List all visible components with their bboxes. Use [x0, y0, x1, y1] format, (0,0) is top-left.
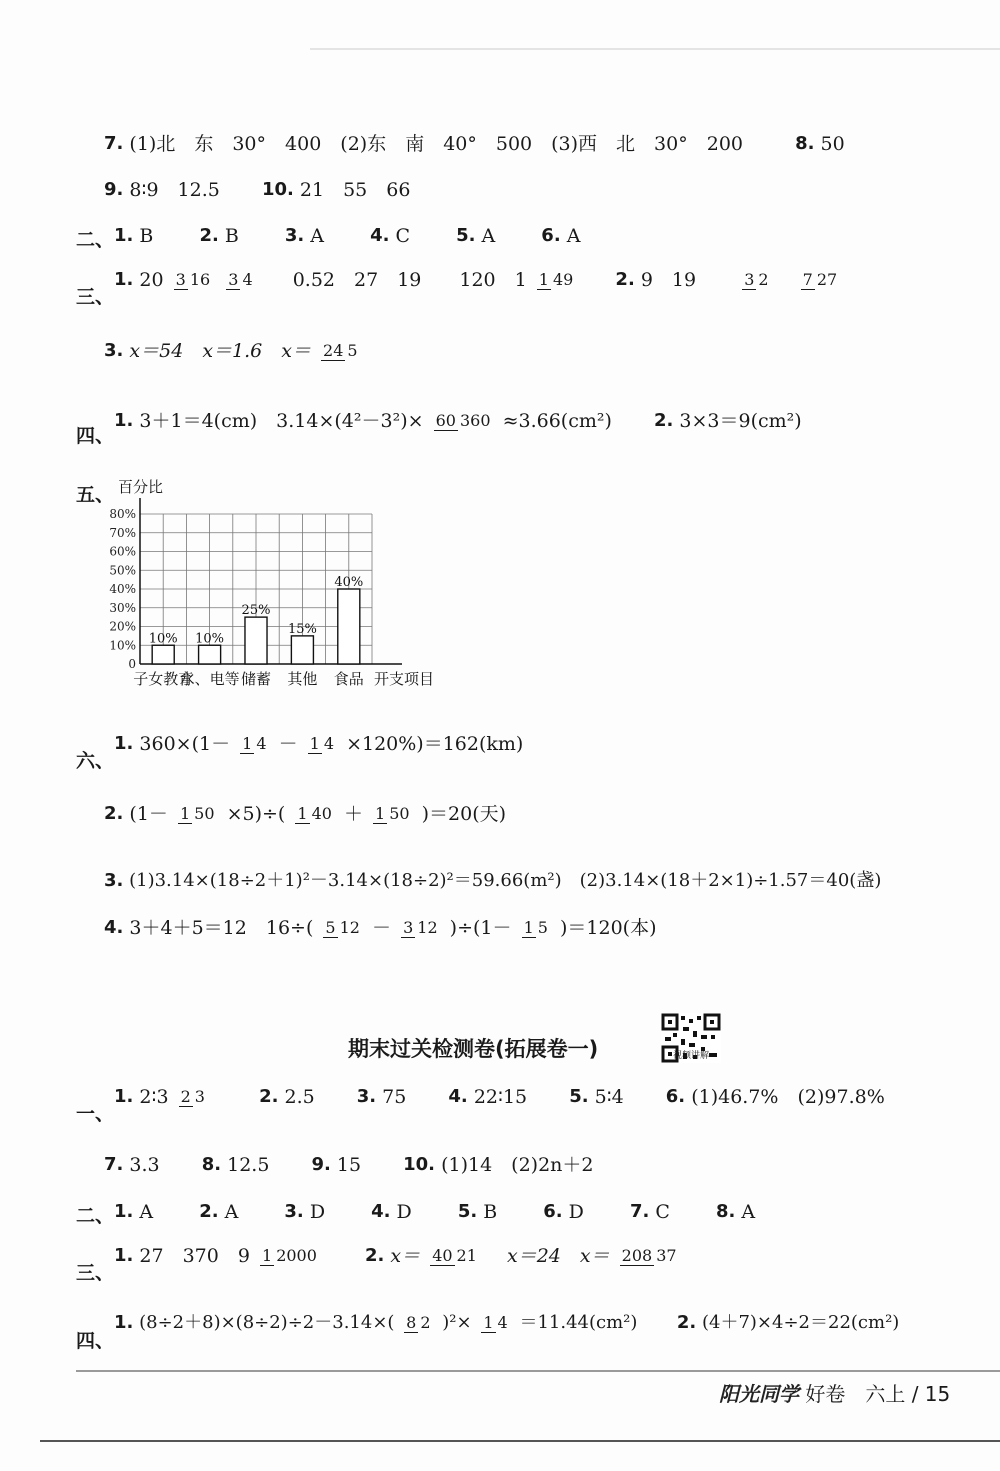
fraction: 1 40: [297, 804, 332, 824]
fraction: 1 4: [242, 734, 267, 754]
calc-answers-row: [114, 270, 843, 290]
q-number: 2.: [199, 225, 219, 246]
q-number: 4.: [371, 1201, 391, 1222]
answer-text: 0.52 27 19 120 1: [292, 268, 527, 291]
q-number: 9.: [104, 179, 124, 200]
section-marker: 五、: [76, 484, 115, 506]
answer-text: (1)46.7% (2)97.8%: [691, 1085, 885, 1108]
word-problem-3: [104, 872, 881, 890]
y-tick-label: 0: [128, 657, 136, 671]
section-marker: 三、: [76, 1262, 115, 1284]
category-label: 其他: [287, 670, 318, 688]
choice-answer: C: [395, 224, 411, 247]
answer-text: ＝11.44(cm²): [519, 1312, 638, 1333]
q-number: 3.: [284, 1201, 304, 1222]
q-number: 7.: [104, 133, 124, 154]
fraction: 1 50: [179, 804, 215, 824]
answer-text: 20: [139, 268, 164, 291]
choice-answer: A: [481, 224, 496, 247]
answer-text: ×5)÷(: [226, 802, 286, 825]
q-number: 5.: [569, 1086, 589, 1107]
q-number: 9.: [311, 1154, 331, 1175]
bar: [152, 645, 174, 664]
q-number: 10.: [261, 179, 294, 200]
answer-text: )＝120(本): [559, 916, 657, 939]
fraction: 208 37: [621, 1246, 677, 1266]
choice-answer: B: [483, 1200, 498, 1223]
answer-line-7-8: [104, 134, 845, 154]
answer-text: ≈3.66(cm²): [502, 409, 612, 432]
category-label: 储蓄: [240, 670, 272, 688]
q-number: 7.: [629, 1201, 650, 1222]
answer-text: 5∶4: [594, 1085, 624, 1108]
answer-text: (8÷2＋8)×(8÷2)÷2－3.14×(: [139, 1312, 395, 1333]
fraction: 3 2: [744, 270, 769, 290]
choice-answer: C: [655, 1200, 670, 1223]
section-marker: 四、: [76, 1330, 115, 1352]
choice-answer: B: [224, 224, 239, 247]
section-title: 期末过关检测卷(拓展卷一): [348, 1037, 599, 1061]
x-axis-title: 开支项目: [374, 670, 435, 688]
fraction: 7 27: [802, 270, 838, 290]
q-number: 6.: [543, 1201, 563, 1222]
section-marker: 六、: [76, 750, 115, 772]
choice-answer: D: [568, 1200, 584, 1223]
q-number: 10.: [403, 1154, 436, 1175]
q-number: 2.: [104, 803, 124, 824]
answer-text: 50: [820, 132, 845, 155]
q-number: 3.: [104, 870, 124, 891]
page-footer: [719, 1378, 950, 1407]
section-marker: 三、: [76, 286, 115, 308]
y-tick-label: 80%: [109, 507, 136, 521]
answer-text: (1)14 (2)2n＋2: [441, 1153, 594, 1176]
category-label: 食品: [333, 670, 364, 688]
y-tick-label: 60%: [109, 544, 136, 559]
q-number: 4.: [448, 1086, 468, 1107]
bar-value-label: 10%: [148, 631, 178, 647]
word-problem-2: [104, 804, 506, 824]
footer-divider: [76, 1370, 1000, 1372]
category-label: 水、电等: [179, 670, 240, 688]
qr-caption: 视频讲解: [672, 1051, 709, 1061]
answer-text: 9 19: [640, 268, 697, 291]
q-number: 1.: [114, 410, 134, 431]
q-number: 1.: [114, 733, 134, 754]
y-tick-label: 70%: [109, 525, 136, 540]
choice-answer: D: [396, 1200, 412, 1223]
answer-text: )÷(1－: [449, 916, 512, 939]
answer-text: 12.5: [227, 1153, 270, 1176]
answer-text: 21 55 66: [299, 178, 411, 201]
choice-answers-row-2: [114, 1202, 755, 1222]
q-number: 2.: [615, 269, 635, 290]
answer-text: 15: [336, 1153, 362, 1176]
y-axis-title: 百分比: [118, 478, 164, 496]
fraction: 1 2000: [262, 1246, 317, 1266]
footer-text: 好卷 六上 / 15: [805, 1382, 951, 1406]
calc-answers-row-2: [114, 1246, 683, 1266]
category-label: 子女教育: [133, 670, 194, 688]
answer-text: 2∶3: [139, 1085, 169, 1108]
q-number: 1.: [114, 1086, 134, 1107]
bar-value-label: 25%: [241, 603, 271, 619]
fraction: 8 2: [406, 1313, 431, 1333]
fill-answers-row-2: [104, 1155, 593, 1175]
y-tick-label: 30%: [109, 600, 136, 615]
q-number: 5.: [456, 225, 476, 246]
top-divider: [310, 48, 1000, 50]
choice-answer: A: [310, 224, 325, 247]
answer-text: x＝: [390, 1244, 421, 1267]
y-tick-label: 50%: [109, 563, 136, 578]
answer-text: 2.5: [284, 1085, 315, 1108]
q-number: 2.: [653, 410, 674, 431]
fraction: 1 49: [538, 270, 574, 290]
answer-text: 27 370 9: [139, 1244, 250, 1267]
fraction: 5 12: [325, 918, 360, 938]
q-number: 8.: [715, 1201, 736, 1222]
fraction: 1 4: [483, 1313, 508, 1333]
bar-value-label: 10%: [195, 631, 225, 647]
word-problem-1: [114, 734, 523, 754]
answer-text: (1)北 东 30° 400 (2)东 南 40° 500 (3)西 北 30° 200: [129, 132, 743, 155]
fraction: 60 360: [435, 411, 491, 431]
answer-text: 3.3: [129, 1153, 160, 1176]
q-number: 8.: [201, 1154, 222, 1175]
answer-text: 3＋1＝4(cm) 3.14×(4²－3²)×: [139, 409, 424, 432]
bar: [199, 645, 221, 664]
choice-answer: A: [139, 1200, 154, 1223]
section-marker: 二、: [76, 1205, 115, 1227]
q-number: 2.: [676, 1312, 697, 1333]
answer-text: x＝24 x＝: [507, 1244, 610, 1267]
answer-text: ×120%)＝162(km): [346, 732, 524, 755]
brand-logo: 阳光同学: [719, 1382, 799, 1406]
q-number: 7.: [104, 1154, 124, 1175]
word-problem-4: [104, 918, 657, 938]
section-marker: 四、: [76, 425, 115, 447]
answer-text: 3＋4＋5＝12 16÷(: [129, 916, 314, 939]
choice-answer: A: [741, 1200, 756, 1223]
choice-answer: A: [566, 224, 581, 247]
q-number: 1.: [114, 1201, 134, 1222]
equation-answers-row: [104, 341, 364, 361]
bar: [338, 589, 360, 664]
choice-answer: A: [224, 1200, 239, 1223]
q-number: 2.: [365, 1245, 385, 1266]
fraction: 2 3: [180, 1087, 205, 1107]
choice-answer: D: [309, 1200, 326, 1223]
y-tick-label: 40%: [109, 582, 136, 596]
answer-text: )＝20(天): [421, 802, 507, 825]
bar-value-label: 15%: [287, 621, 317, 637]
answer-text: 3×3＝9(cm²): [679, 409, 802, 432]
section-marker: 一、: [76, 1103, 115, 1125]
fraction: 40 21: [432, 1246, 477, 1266]
bar: [245, 617, 267, 664]
answer-text: 22∶15: [473, 1085, 528, 1108]
fraction: 24 5: [323, 341, 358, 361]
expense-bar-chart: [80, 476, 460, 716]
q-number: 4.: [370, 225, 390, 246]
answer-text: 75: [382, 1085, 407, 1108]
fraction: 1 4: [309, 734, 335, 754]
q-number: 1.: [114, 225, 134, 246]
answer-text: 360×(1－: [139, 732, 231, 755]
q-number: 2.: [199, 1201, 219, 1222]
answer-text: ＋: [343, 802, 363, 825]
q-number: 1.: [114, 1245, 134, 1266]
q-number: 1.: [114, 1312, 134, 1333]
answer-text: －: [372, 916, 392, 939]
fill-answers-row: [114, 1087, 885, 1107]
choice-answers-row: [114, 226, 580, 246]
q-number: 5.: [457, 1201, 478, 1222]
geometry-answers-row: [114, 411, 802, 431]
q-number: 3.: [284, 225, 305, 246]
y-tick-label: 10%: [109, 638, 136, 653]
bar-value-label: 40%: [334, 575, 364, 590]
q-number: 8.: [795, 133, 815, 154]
answer-text: x＝54 x＝1.6 x＝: [129, 339, 311, 362]
fraction: 1 5: [523, 918, 548, 938]
answer-line-9-10: [104, 180, 410, 200]
q-number: 2.: [259, 1086, 279, 1107]
answer-text: 8∶9 12.5: [129, 178, 220, 201]
bar: [291, 636, 313, 664]
answer-text: －: [278, 732, 298, 755]
fraction: 3 4: [228, 270, 253, 290]
answer-text: )²×: [442, 1312, 472, 1333]
answer-text: (1－: [129, 802, 168, 825]
fraction: 3 16: [175, 270, 211, 290]
fraction: 3 12: [403, 918, 438, 938]
q-number: 6.: [541, 225, 561, 246]
section-marker: 二、: [76, 229, 115, 251]
q-number: 3.: [356, 1086, 377, 1107]
answer-text: (4＋7)×4÷2＝22(cm²): [701, 1312, 900, 1333]
q-number: 6.: [665, 1086, 686, 1107]
q-number: 1.: [114, 269, 134, 290]
choice-answer: B: [139, 224, 154, 247]
q-number: 3.: [104, 340, 124, 361]
y-tick-label: 20%: [109, 619, 136, 634]
answer-text: (1)3.14×(18÷2＋1)²－3.14×(18÷2)²＝59.66(m²) (2)3.14×(18＋2×1)÷1.57＝40(盏): [129, 870, 882, 891]
fraction: 1 50: [375, 804, 410, 824]
q-number: 4.: [104, 917, 124, 938]
bottom-border: [40, 1440, 1000, 1442]
geometry-answers-row-2: [114, 1314, 899, 1332]
